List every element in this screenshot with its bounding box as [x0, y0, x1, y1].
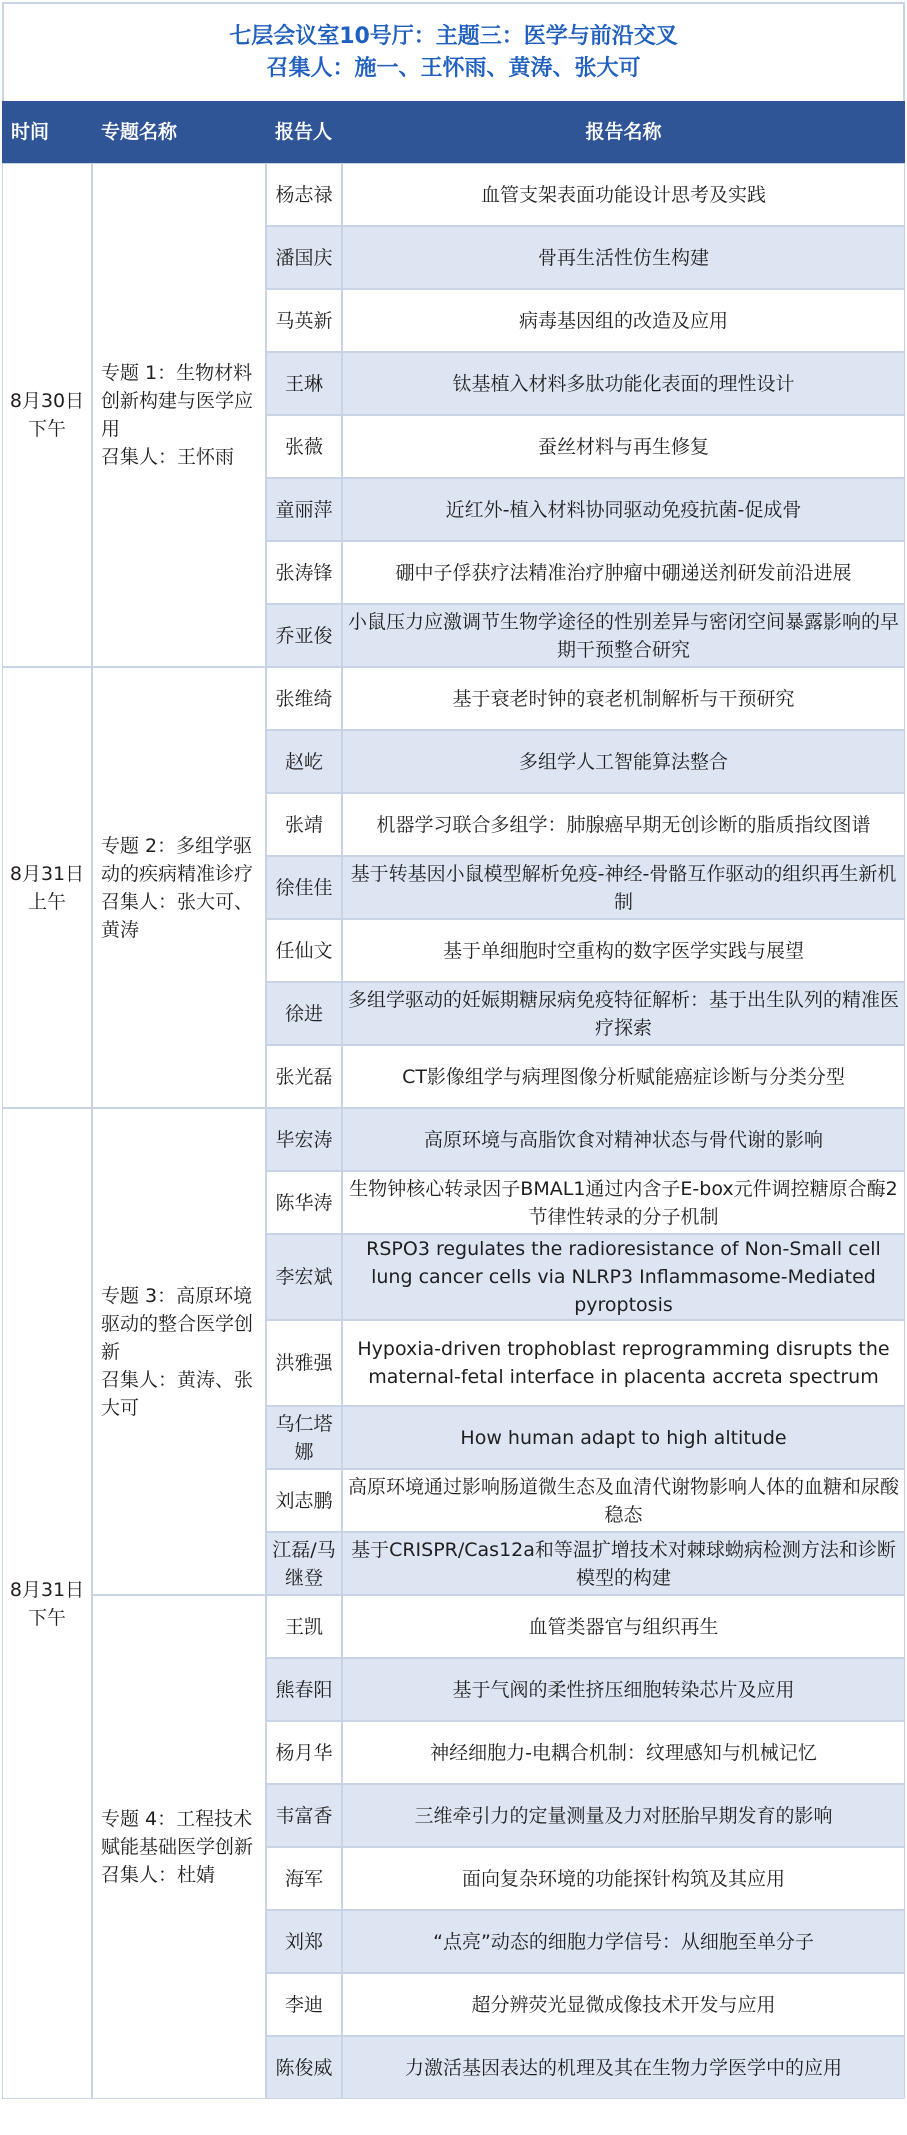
- topic-title: 专题 4：工程技术赋能基础医学创新: [101, 1808, 254, 1858]
- report-title-cell: CT影像组学与病理图像分析赋能癌症诊断与分类分型: [342, 1045, 905, 1108]
- speaker-cell: 乔亚俊: [266, 604, 342, 667]
- table-title: [2, 2, 905, 101]
- topic-text: [101, 1805, 257, 1889]
- topic-convener: 召集人：张大可、黄涛: [101, 890, 254, 941]
- session-conveners: 召集人：施一、王怀雨、黄涛、张大可: [266, 55, 641, 81]
- topic-convener: 召集人：杜婧: [101, 1864, 216, 1886]
- report-title-cell: 小鼠压力应激调节生物学途径的性别差异与密闭空间暴露影响的早期干预整合研究: [342, 604, 905, 667]
- time-slot-period: 下午: [27, 1606, 66, 1629]
- report-title-cell: 近红外-植入材料协同驱动免疫抗菌-促成骨: [342, 478, 905, 541]
- speaker-cell: 张薇: [266, 415, 342, 478]
- topic-title: 专题 1：生物材料创新构建与医学应用: [101, 362, 254, 440]
- speaker-cell: 王凯: [266, 1595, 342, 1658]
- report-title-cell: 血管支架表面功能设计思考及实践: [342, 163, 905, 226]
- column-header-report: 报告名称: [342, 101, 905, 163]
- report-title-cell: 病毒基因组的改造及应用: [342, 289, 905, 352]
- report-title-cell: 基于CRISPR/Cas12a和等温扩增技术对棘球蚴病检测方法和诊断模型的构建: [342, 1532, 905, 1595]
- speaker-cell: 任仙文: [266, 919, 342, 982]
- speaker-cell: 张靖: [266, 793, 342, 856]
- topic-text: [101, 359, 257, 471]
- topic-cell: [92, 1108, 266, 1595]
- report-title-cell: “点亮”动态的细胞力学信号：从细胞至单分子: [342, 1910, 905, 1973]
- report-title-cell: 基于衰老时钟的衰老机制解析与干预研究: [342, 667, 905, 730]
- report-title-cell: 血管类器官与组织再生: [342, 1595, 905, 1658]
- speaker-cell: 马英新: [266, 289, 342, 352]
- report-title-cell: 硼中子俘获疗法精准治疗肿瘤中硼递送剂研发前沿进展: [342, 541, 905, 604]
- speaker-cell: 张光磊: [266, 1045, 342, 1108]
- speaker-cell: 徐进: [266, 982, 342, 1045]
- topic-text: [101, 1282, 257, 1422]
- speaker-cell: 赵屹: [266, 730, 342, 793]
- speaker-cell: 杨月华: [266, 1721, 342, 1784]
- column-header-topic: 专题名称: [92, 101, 266, 163]
- report-title-cell: 钛基植入材料多肽功能化表面的理性设计: [342, 352, 905, 415]
- report-title-cell: 超分辨荧光显微成像技术开发与应用: [342, 1973, 905, 2036]
- speaker-cell: 乌仁塔娜: [266, 1406, 342, 1469]
- speaker-cell: 海军: [266, 1847, 342, 1910]
- report-title-cell: 基于单细胞时空重构的数字医学实践与展望: [342, 919, 905, 982]
- report-title-cell: 多组学人工智能算法整合: [342, 730, 905, 793]
- topic-convener: 召集人：黄涛、张大可: [101, 1368, 254, 1419]
- report-title-cell: RSPO3 regulates the radioresistance of Non-Small cell lung cancer cells via NLRP3 Inflammasome-Mediated pyroptosis: [342, 1234, 905, 1320]
- report-title-cell: 神经细胞力-电耦合机制：纹理感知与机械记忆: [342, 1721, 905, 1784]
- time-slot-cell: [2, 1108, 92, 2099]
- speaker-cell: 张涛锋: [266, 541, 342, 604]
- schedule-table: [2, 2, 905, 2131]
- speaker-cell: 韦富香: [266, 1784, 342, 1847]
- speaker-cell: 王琳: [266, 352, 342, 415]
- speaker-cell: 江磊/马继登: [266, 1532, 342, 1595]
- topic-title: 专题 3：高原环境驱动的整合医学创新: [101, 1284, 254, 1363]
- speaker-cell: 张维绮: [266, 667, 342, 730]
- speaker-cell: 刘郑: [266, 1910, 342, 1973]
- report-title-cell: 力激活基因表达的机理及其在生物力学医学中的应用: [342, 2036, 905, 2099]
- topic-cell: [92, 1595, 266, 2099]
- speaker-cell: 潘国庆: [266, 226, 342, 289]
- report-title-cell: 骨再生活性仿生构建: [342, 226, 905, 289]
- report-title-cell: 机器学习联合多组学：肺腺癌早期无创诊断的脂质指纹图谱: [342, 793, 905, 856]
- time-slot-date: 8月30日: [9, 390, 85, 412]
- speaker-cell: 毕宏涛: [266, 1108, 342, 1171]
- speaker-cell: 熊春阳: [266, 1658, 342, 1721]
- report-title-cell: 高原环境通过影响肠道微生态及血清代谢物影响人体的血糖和尿酸稳态: [342, 1469, 905, 1532]
- report-title-cell: 多组学驱动的妊娠期糖尿病免疫特征解析：基于出生队列的精准医疗探索: [342, 982, 905, 1045]
- report-title-cell: 高原环境与高脂饮食对精神状态与骨代谢的影响: [342, 1108, 905, 1171]
- speaker-cell: 杨志禄: [266, 163, 342, 226]
- topic-cell: [92, 667, 266, 1108]
- report-title-cell: 三维牵引力的定量测量及力对胚胎早期发育的影响: [342, 1784, 905, 1847]
- time-slot-date: 8月31日: [9, 1578, 85, 1601]
- report-title-cell: 基于转基因小鼠模型解析免疫-神经-骨骼互作驱动的组织再生新机制: [342, 856, 905, 919]
- speaker-cell: 陈俊威: [266, 2036, 342, 2099]
- topic-convener: 召集人：王怀雨: [101, 446, 235, 468]
- report-title-cell: Hypoxia-driven trophoblast reprogramming disrupts the maternal-fetal interface in placenta accreta spectrum: [342, 1320, 905, 1406]
- time-slot-cell: [2, 667, 92, 1108]
- column-header-time: 时间: [2, 101, 92, 163]
- column-header-speaker: 报告人: [266, 101, 342, 163]
- session-title: 七层会议室10号厅：主题三：医学与前沿交叉: [229, 23, 678, 49]
- report-title-cell: 生物钟核心转录因子BMAL1通过内含子E-box元件调控糖原合酶2节律性转录的分子机制: [342, 1171, 905, 1234]
- time-slot-period: 下午: [27, 418, 66, 440]
- speaker-cell: 李宏斌: [266, 1234, 342, 1320]
- speaker-cell: 刘志鹏: [266, 1469, 342, 1532]
- report-title-cell: How human adapt to high altitude: [342, 1406, 905, 1469]
- speaker-cell: 徐佳佳: [266, 856, 342, 919]
- speaker-cell: 李迪: [266, 1973, 342, 2036]
- topic-cell: [92, 163, 266, 667]
- topic-text: [101, 832, 257, 944]
- time-slot-cell: [2, 163, 92, 667]
- speaker-cell: 童丽萍: [266, 478, 342, 541]
- report-title-cell: 蚕丝材料与再生修复: [342, 415, 905, 478]
- report-title-cell: 面向复杂环境的功能探针构筑及其应用: [342, 1847, 905, 1910]
- report-title-cell: 基于气阀的柔性挤压细胞转染芯片及应用: [342, 1658, 905, 1721]
- speaker-cell: 陈华涛: [266, 1171, 342, 1234]
- time-slot-period: 上午: [27, 890, 66, 913]
- speaker-cell: 洪雅强: [266, 1320, 342, 1406]
- time-slot-date: 8月31日: [9, 862, 85, 885]
- topic-title: 专题 2：多组学驱动的疾病精准诊疗: [101, 834, 254, 885]
